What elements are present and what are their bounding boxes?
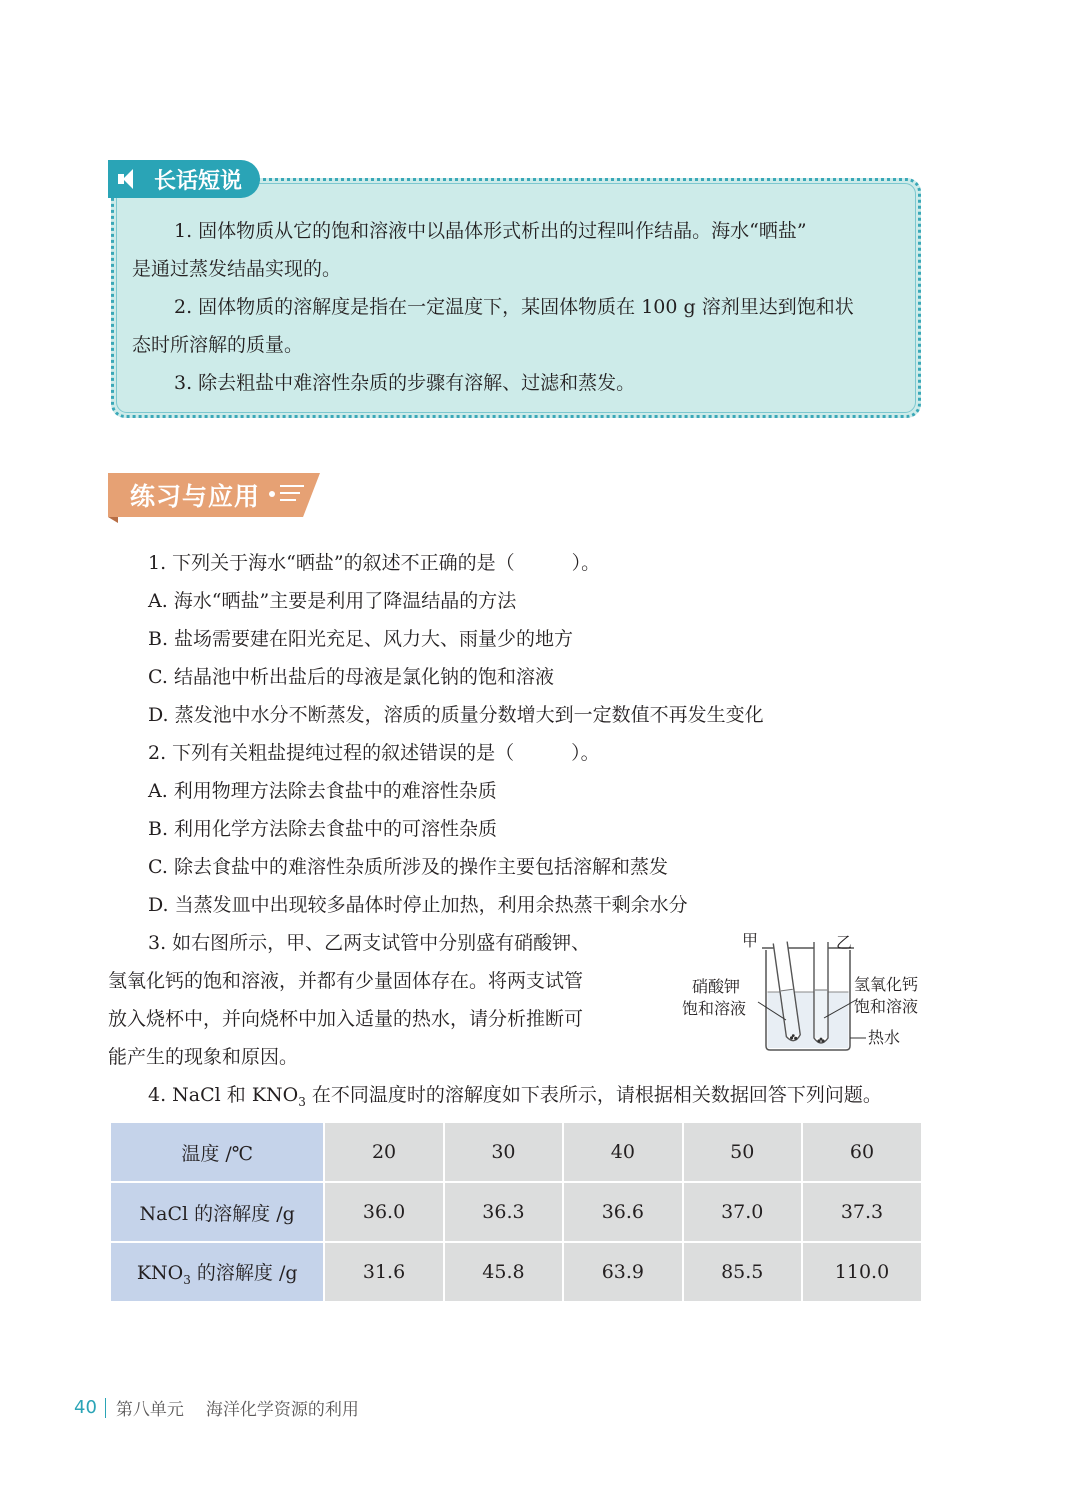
water-label: 热水: [868, 1028, 901, 1047]
page-number: 40: [74, 1397, 97, 1418]
table-cell: 36.6: [563, 1182, 682, 1242]
question-3: [108, 924, 678, 1076]
summary-item: 1. 固体物质从它的饱和溶液中以晶体形式析出的过程叫作结晶。海水“晒盐”: [174, 220, 807, 242]
table-row: [110, 1122, 922, 1182]
speaker-icon: [118, 168, 148, 190]
table-cell: 30: [444, 1122, 563, 1182]
question-line: 3. 如右图所示，甲、乙两支试管中分别盛有硝酸钾、: [148, 932, 591, 954]
table-cell: 45.8: [444, 1242, 563, 1302]
dot-icon: [269, 491, 275, 497]
question-option: C. 结晶池中析出盐后的母液是氯化钠的饱和溶液: [148, 666, 554, 688]
kno3-subscript: 3: [183, 1272, 191, 1287]
summary-item: 2. 固体物质的溶解度是指在一定温度下，某固体物质在 100 g 溶剂里达到饱和状: [174, 296, 854, 318]
summary-item: 是通过蒸发结晶实现的。: [132, 258, 342, 280]
summary-heading: [108, 160, 260, 198]
question-option: B. 利用化学方法除去食盐中的可溶性杂质: [148, 818, 498, 840]
question-option: D. 蒸发池中水分不断蒸发，溶质的质量分数增大到一定数值不再发生变化: [148, 704, 764, 726]
question-line: 能产生的现象和原因。: [108, 1046, 299, 1068]
q4-text-post: 在不同温度时的溶解度如下表所示，请根据相关数据回答下列问题。: [305, 1084, 882, 1106]
table-cell: 63.9: [563, 1242, 682, 1302]
page-footer: [74, 1395, 359, 1420]
kno3-label-post: 的溶解度 /g: [190, 1261, 298, 1284]
table-cell: 36.0: [324, 1182, 443, 1242]
table-cell: 37.3: [802, 1182, 922, 1242]
table-cell: 110.0: [802, 1242, 922, 1302]
table-cell: 31.6: [324, 1242, 443, 1302]
table-cell: 37.0: [683, 1182, 802, 1242]
lines-icon: [280, 485, 308, 506]
exercise-heading: [108, 473, 320, 523]
table-cell: 85.5: [683, 1242, 802, 1302]
solubility-table: [109, 1121, 923, 1303]
q4-text-pre: 4. NaCl 和 KNO: [148, 1084, 299, 1106]
chapter-label: 海洋化学资源的利用: [205, 1400, 359, 1420]
summary-item: 3. 除去粗盐中难溶性杂质的步骤有溶解、过滤和蒸发。: [174, 372, 636, 394]
question-option: A. 利用物理方法除去食盐中的难溶性杂质: [148, 780, 497, 802]
question-4: [108, 1076, 938, 1121]
row-header: [110, 1242, 324, 1302]
tube-b-label: 乙: [836, 933, 853, 952]
question-line: 氢氧化钙的饱和溶液，并都有少量固体存在。将两支试管: [108, 970, 584, 992]
table-row: [110, 1182, 922, 1242]
question-option: A. 海水“晒盐”主要是利用了降温结晶的方法: [148, 590, 517, 612]
summary-text: [132, 212, 902, 402]
right-label-1: 氢氧化钙: [854, 975, 919, 994]
kno3-label-pre: KNO: [136, 1261, 184, 1284]
table-row: [110, 1242, 922, 1302]
table-cell: 36.3: [444, 1182, 563, 1242]
question-line: 放入烧杯中，并向烧杯中加入适量的热水，请分析推断可: [108, 1008, 584, 1030]
question-option: D. 当蒸发皿中出现较多晶体时停止加热，利用余热蒸干剩余水分: [148, 894, 688, 916]
tube-a-label: 甲: [742, 931, 759, 950]
right-label-2: 饱和溶液: [854, 997, 919, 1016]
left-label-2: 饱和溶液: [682, 999, 747, 1018]
footer-divider: [105, 1398, 106, 1418]
questions: [108, 544, 928, 924]
table-cell: 60: [802, 1122, 922, 1182]
table-cell: 50: [683, 1122, 802, 1182]
question-option: C. 除去食盐中的难溶性杂质所涉及的操作主要包括溶解和蒸发: [148, 856, 668, 878]
summary-item: 态时所溶解的质量。: [132, 334, 304, 356]
row-header: 温度 /℃: [110, 1122, 324, 1182]
unit-label: 第八单元: [115, 1400, 184, 1420]
question-option: B. 盐场需要建在阳光充足、风力大、雨量少的地方: [148, 628, 574, 650]
left-label-1: 硝酸钾: [692, 977, 741, 996]
q4-subscript: 3: [298, 1094, 306, 1109]
question-stem: 2. 下列有关粗盐提纯过程的叙述错误的是（ ）。: [148, 742, 600, 764]
exercise-title: 练习与应用: [130, 482, 261, 511]
row-header: NaCl 的溶解度 /g: [110, 1182, 324, 1242]
table-cell: 40: [563, 1122, 682, 1182]
summary-title: 长话短说: [154, 168, 243, 194]
question-stem: 1. 下列关于海水“晒盐”的叙述不正确的是（ ）。: [148, 552, 601, 574]
table-cell: 20: [324, 1122, 443, 1182]
beaker-diagram: [678, 928, 928, 1056]
